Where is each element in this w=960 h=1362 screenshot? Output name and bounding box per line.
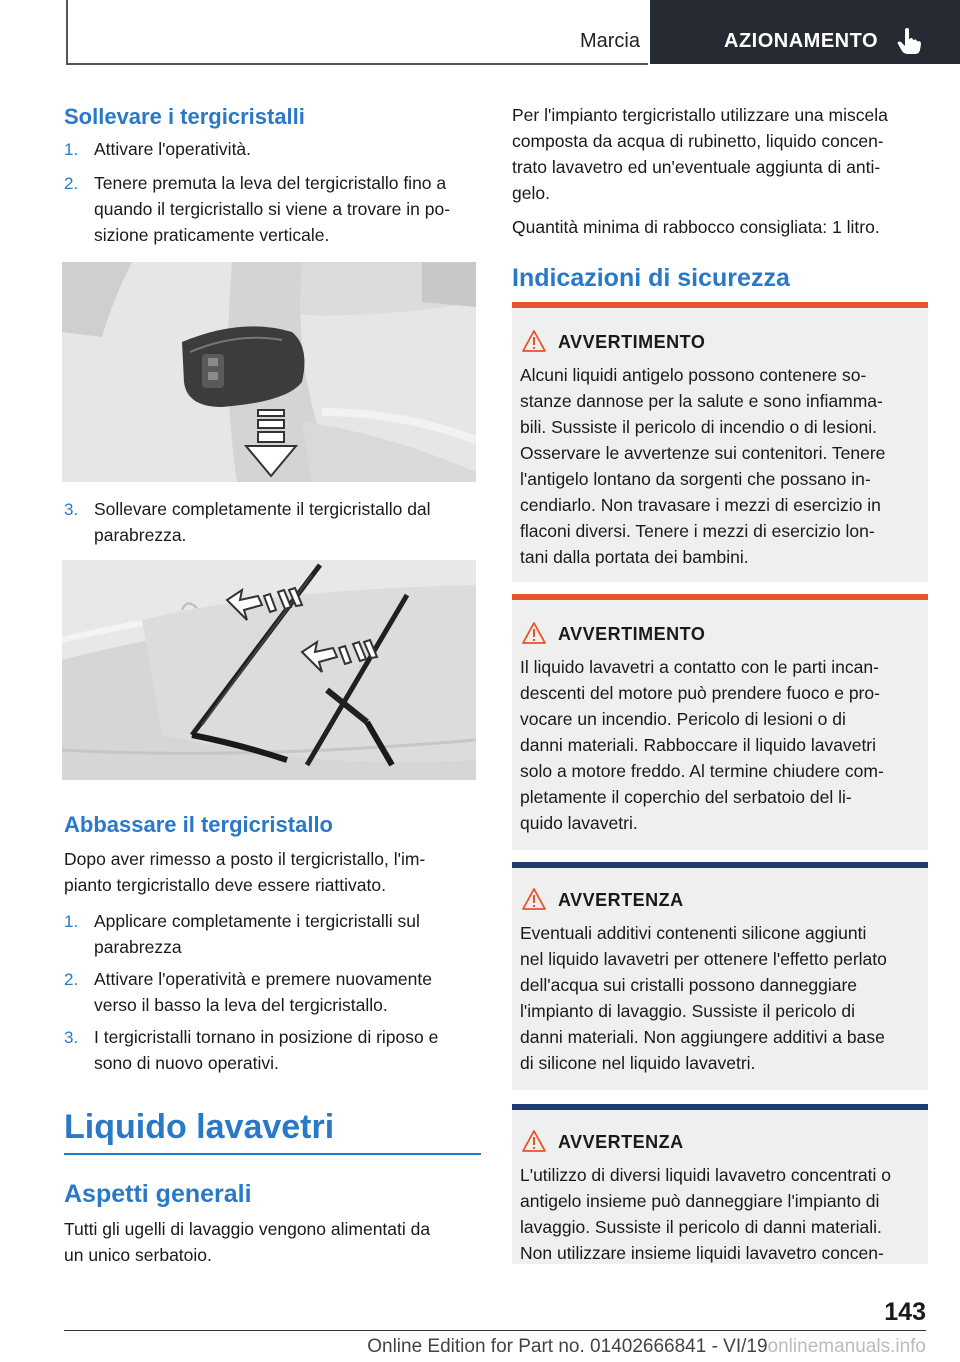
warning-box (512, 594, 928, 850)
wiper-lever-illustration (62, 262, 476, 482)
step-text: Attivare l'operatività e premere nuovamente verso il basso la leva del tergicristallo. (94, 969, 432, 1015)
page-number: 143 (884, 1298, 926, 1326)
liquid-mix-text: Per l'impianto tergicristallo utilizzare una miscela composta da acqua di rubinetto, liquido concen‐ trato lavavetro ed un'eventuale aggiunta di anti‐ gelo. (512, 105, 888, 203)
abbassare-intro: Dopo aver rimesso a posto il tergicristallo, l'im‐ pianto tergicristallo deve essere riattivato. (64, 849, 426, 895)
notice-bar (512, 862, 928, 868)
notice-box (512, 1104, 928, 1264)
warning-box (512, 302, 928, 582)
footer-watermark: onlinemanuals.info (767, 1336, 926, 1357)
step-text: Sollevare completamente il tergicristallo dal parabrezza. (94, 499, 431, 545)
header-section-label: Marcia (579, 30, 640, 52)
warning-bar (512, 594, 928, 600)
warning-text: Il liquido lavavetri a contatto con le parti incan‐ descenti del motore può prendere fuoco e pro‐ vocare un incendio. Pericolo di lesioni o di danni materiali. Rabboccare il liquido lavavetri solo a motore freddo. Al termine chiudere com‐ pletamente il coperchio del serbatoio del li‐ quido lavavetri. (520, 657, 884, 833)
warning-triangle-icon (522, 622, 546, 644)
footer-edition (0, 1336, 926, 1358)
step-number: 1. (64, 912, 79, 931)
footer-rule (64, 1330, 926, 1331)
warning-label: AVVERTIMENTO (558, 624, 706, 644)
step-text: Applicare completamente i tergicristalli sul parabrezza (94, 911, 420, 957)
section-title-sicurezza: Indicazioni di sicurezza (512, 264, 790, 292)
warning-triangle-icon (522, 330, 546, 352)
hand-pointer-icon (896, 27, 922, 55)
header-chapter-tab[interactable] (650, 0, 960, 64)
step-number: 2. (64, 174, 79, 193)
section-title-aspetti: Aspetti generali (64, 1180, 252, 1208)
section-title-abbassare: Abbassare il tergicristallo (64, 812, 333, 837)
wiper-lever-drawing (62, 262, 476, 482)
chapter-title-liquido: Liquido lavavetri (64, 1108, 335, 1146)
header-chapter-label: AZIONAMENTO (724, 30, 879, 52)
step-text: Tenere premuta la leva del tergicristallo fino a quando il tergicristallo si viene a trovare in po‐ sizione praticamente verticale. (94, 173, 451, 245)
notice-text: L'utilizzo di diversi liquidi lavavetro concentrati o antigelo insieme può danneggiare l'impianto di lavaggio. Sussiste il pericolo di danni materiali. Non utilizzare insieme liquidi lavavetro concen‐ (520, 1165, 892, 1263)
step-text: Attivare l'operatività. (94, 139, 252, 159)
warning-text: Alcuni liquidi antigelo possono contenere so‐ stanze dannose per la salute e sono infiamma‐ bili. Sussiste il pericolo di incendio o di lesioni. Osservare le avvertenze sui contenitori. Tenere l'antigelo lontano da sorgenti che possano in‐ cendiarlo. Non travasare i mezzi di esercizio in flaconi diversi. Tenere i mezzi di esercizio lon‐ tani dalla portata dei bambini. (520, 365, 886, 567)
step-number: 3. (64, 1028, 79, 1047)
notice-label: AVVERTENZA (558, 890, 684, 910)
wipers-raised-drawing (62, 560, 476, 780)
warning-label: AVVERTIMENTO (558, 332, 706, 352)
aspetti-text: Tutti gli ugelli di lavaggio vengono alimentati da un unico serbatoio. (64, 1219, 431, 1265)
footer-edition-text: Online Edition for Part no. 01402666841 - VI/19 (367, 1336, 768, 1357)
step-number: 2. (64, 970, 79, 989)
step-number: 3. (64, 500, 79, 519)
header-divider (66, 0, 68, 64)
chapter-title-rule (64, 1153, 481, 1155)
notice-label: AVVERTENZA (558, 1132, 684, 1152)
notice-text: Eventuali additivi contenenti silicone aggiunti nel liquido lavavetri per ottenere l'effetto perlato dell'acqua sui cristalli possono danneggiare l'impianto di lavaggio. Sussiste il pericolo di danni materiali. Non aggiungere additivi a base di silicone nel liquido lavavetri. (520, 923, 887, 1073)
warning-triangle-icon (522, 1130, 546, 1152)
step-number: 1. (64, 140, 79, 159)
warning-triangle-icon (522, 888, 546, 910)
quantity-text: Quantità minima di rabbocco consigliata: 1 litro. (512, 217, 880, 237)
header-rule (66, 63, 648, 65)
section-title-sollevare: Sollevare i tergicristalli (64, 104, 305, 129)
step-text: I tergicristalli tornano in posizione di riposo e sono di nuovo operativi. (94, 1027, 439, 1073)
wipers-raised-illustration (62, 560, 476, 780)
notice-bar (512, 1104, 928, 1110)
warning-bar (512, 302, 928, 308)
notice-box (512, 862, 928, 1090)
